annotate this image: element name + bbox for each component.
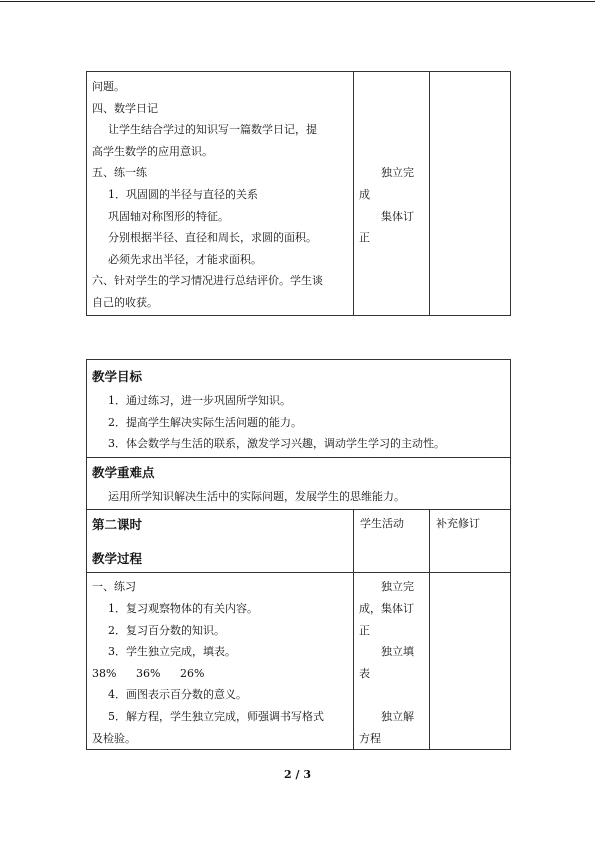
- key-points-text: 运用所学知识解决生活中的实际问题，发展学生的思维能力。: [108, 489, 405, 503]
- percent-value: 38%: [92, 666, 117, 680]
- text-line: [354, 684, 429, 706]
- text-line: 自己的收获。: [92, 295, 158, 309]
- text-line: 六、针对学生的学习情况进行总结评价。学生谈: [92, 274, 323, 288]
- text-line: 4．画图表示百分数的意义。: [108, 688, 247, 702]
- revision-header: 补充修订: [436, 517, 480, 531]
- key-points-cell: [87, 457, 511, 510]
- text-line: 3．学生独立完成，填表。: [108, 645, 236, 659]
- key-points-heading: 教学重难点: [92, 464, 155, 480]
- text-line: [354, 141, 429, 163]
- top-activity-lines: [354, 76, 429, 249]
- percent-row: [87, 663, 353, 685]
- top-activity-cell: [354, 72, 430, 316]
- text-line: 高学生数学的应用意识。: [92, 144, 213, 158]
- text-line: 表: [359, 666, 370, 680]
- page-number: 2 / 3: [284, 768, 311, 781]
- top-main-cell: [87, 72, 354, 316]
- text-line: 四、数学日记: [92, 101, 158, 115]
- bottom-lesson-table: [86, 359, 511, 750]
- student-activity-header: 学生活动: [360, 517, 404, 531]
- text-line: 正: [359, 231, 370, 245]
- goal-item: 1．通过练习，进一步巩固所学知识。: [108, 394, 291, 407]
- process-main-cell: [87, 573, 354, 750]
- text-line: 一、练习: [92, 580, 136, 594]
- top-main-lines: [87, 76, 353, 314]
- process-label: 教学过程: [92, 551, 143, 567]
- goals-cell: [87, 360, 511, 458]
- page-top-rule: [0, 1, 595, 2]
- text-line: [354, 98, 429, 120]
- process-activity-lines: [354, 576, 429, 749]
- text-line: 独立完: [381, 580, 414, 594]
- lesson-header-cell: [87, 510, 354, 573]
- text-line: 分别根据半径、直径和周长，求圆的面积。: [108, 231, 317, 245]
- process-lines: [87, 576, 353, 749]
- text-line: 独立解: [381, 709, 414, 723]
- text-line: [354, 76, 429, 98]
- text-line: [354, 119, 429, 141]
- lesson-label: 第二课时: [92, 517, 143, 533]
- text-line: 5．解方程，学生独立完成，师强调书写格式: [108, 709, 324, 723]
- text-line: 1．复习观察物体的有关内容。: [108, 601, 258, 615]
- text-line: 独立完: [381, 166, 414, 180]
- percent-value: 26%: [180, 666, 205, 680]
- text-line: 2．复习百分数的知识。: [108, 623, 225, 637]
- text-line: 正: [359, 623, 370, 637]
- goal-item: 3．体会数学与生活的联系，激发学习兴趣，调动学生学习的主动性。: [108, 437, 445, 451]
- process-revision-cell: [430, 573, 511, 750]
- text-line: 及检验。: [92, 731, 136, 745]
- top-lesson-table: [86, 71, 511, 316]
- text-line: 必须先求出半径，才能求面积。: [108, 252, 262, 266]
- text-line: 问题。: [92, 80, 125, 93]
- text-line: 让学生结合学过的知识写一篇数学日记，提: [108, 123, 317, 137]
- text-line: 独立填: [381, 645, 414, 659]
- goal-item: 2．提高学生解决实际生活问题的能力。: [108, 415, 302, 429]
- percent-value: 36%: [136, 666, 161, 680]
- goals-heading: 教学目标: [92, 369, 143, 384]
- student-activity-header-cell: [354, 510, 430, 573]
- revision-header-cell: [430, 510, 511, 573]
- process-activity-cell: [354, 573, 430, 750]
- text-line: 集体订: [381, 209, 414, 223]
- text-line: 巩固轴对称图形的特征。: [108, 209, 229, 223]
- text-line: 1．巩固圆的半径与直径的关系: [108, 187, 258, 201]
- text-line: 成: [359, 187, 370, 201]
- text-line: 成，集体订: [359, 601, 414, 615]
- top-revision-cell: [430, 72, 511, 316]
- text-line: 方程: [359, 731, 381, 745]
- text-line: 五、练一练: [92, 166, 147, 180]
